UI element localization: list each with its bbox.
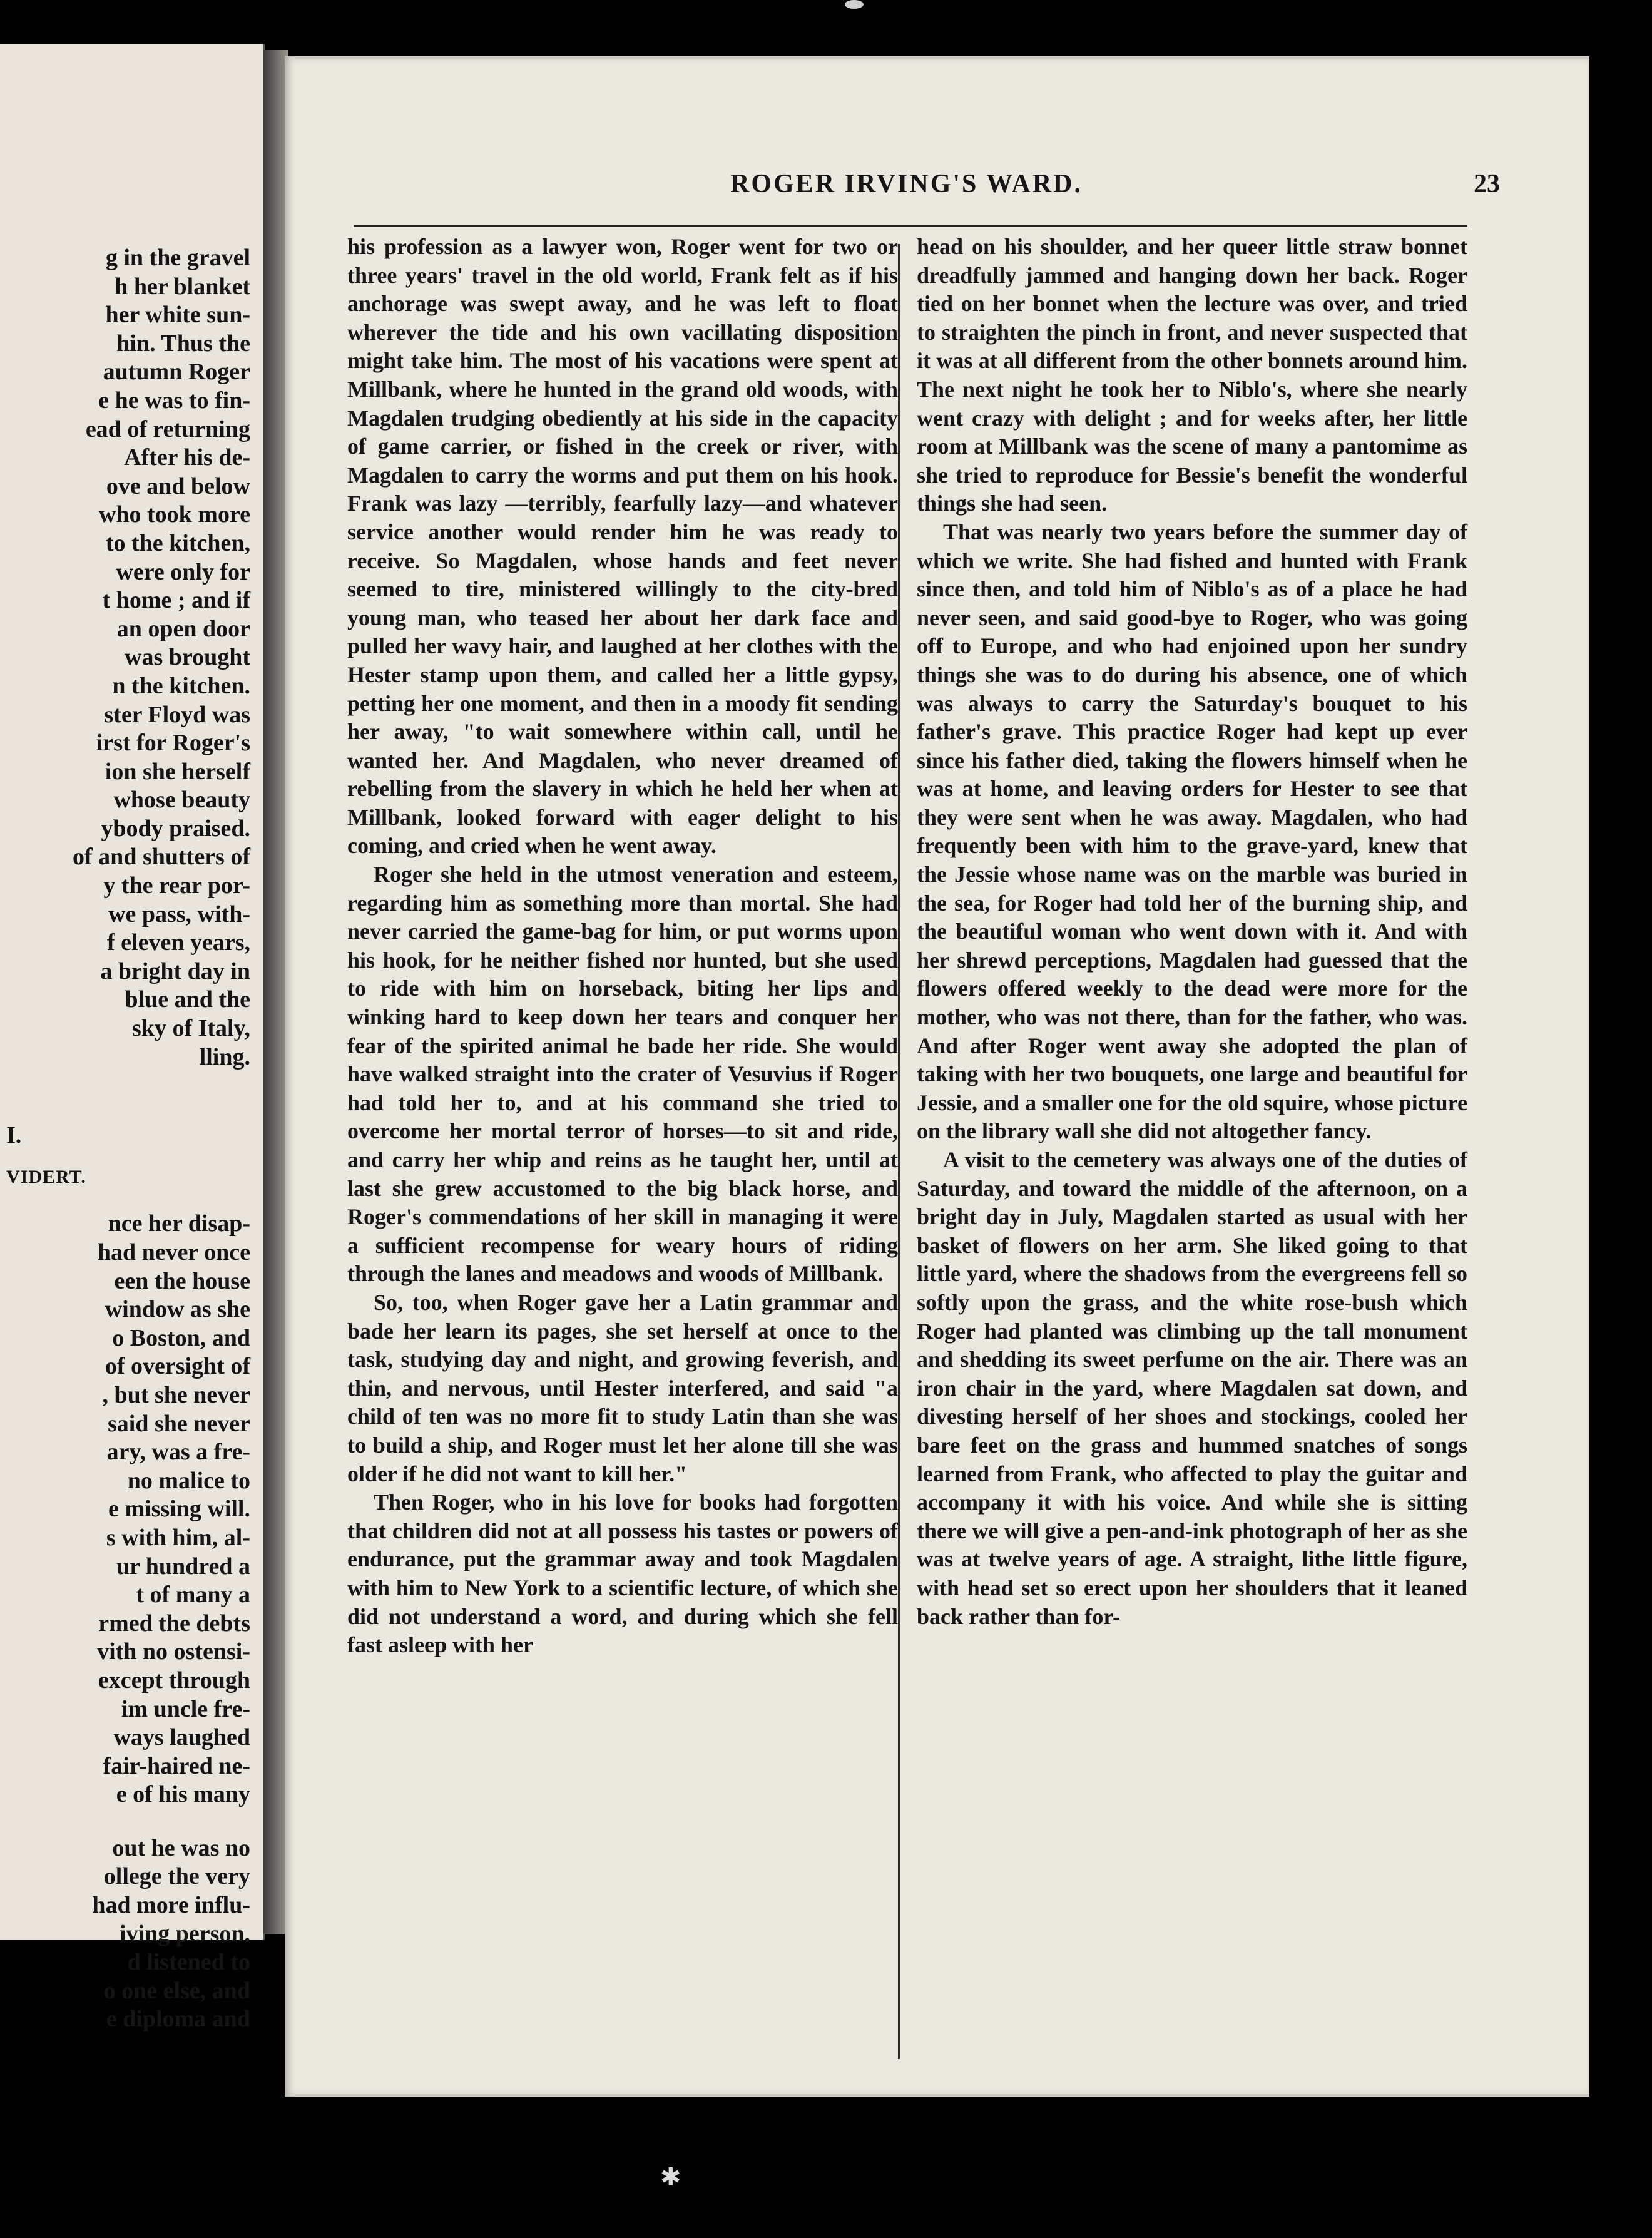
paragraph: So, too, when Roger gave her a Latin grammar and bade her learn its pages, she set herself at once to the task, studying day and night, and growing feverish, and thin, and nervous, until Hester interfered, and said "a child of ten was no more fit to study Latin than she was to build a ship, and Roger must let her alone till she was older if he did not want to kill her." [347,1289,898,1486]
facing-page-line: had more influ- [92,1892,250,1919]
facing-page-line: hin. Thus the [116,330,250,357]
page-speck [845,0,864,9]
ornament-mark: ✱ [660,2163,681,2191]
facing-page-line: of and shutters of [73,844,250,871]
facing-page-text [0,244,250,2034]
facing-page-line: had never once [97,1239,250,1265]
facing-page-fragment [0,44,265,2033]
facing-page-line: After his de- [124,444,250,471]
facing-page-line: window as she [105,1296,250,1323]
facing-page-line: out he was no [112,1834,250,1861]
page-number: 23 [1474,170,1500,198]
facing-page-line: VIDERT. [6,1166,86,1187]
facing-page-line: e of his many [116,1781,250,1808]
facing-page-line: vith no ostensi- [97,1638,250,1665]
facing-page-line: lling. [199,1043,250,1070]
facing-page-line: ur hundred a [116,1553,250,1580]
book-page [285,56,1589,2097]
paragraph: That was nearly two years before the summer day of which we write. She had fished and hunted with Frank since then, and told him of Niblo's as of a place he had never seen, and said good-bye to Roger, who was going off to Europe, and who had enjoined upon her sundry things she was to do during his absence, one of which was always to carry the Saturday's bouquet to his father's grave. This practice Roger had kept up ever since his father died, taking the flowers himself when he was at home, and leaving orders for Hester to see that they were sent when he was away. Magdalen, who had frequently been with him to the grave-yard, knew that the Jessie whose name was on the marble was buried in the sea, for Roger had told her of the burning ship, and the beautiful woman who went down with it. And with her shrewd perceptions, Magdalen had guessed that the flowers offered weekly to the dead were more for the mother, who was not there, than for the father, who was. And after Roger went away she adopted the plan of taking with her two bouquets, one large and beautiful for Jessie, and a smaller one for the old squire, whose picture on the library wall she did not altogether fancy. [917,519,1467,1144]
facing-page-line: her white sun- [105,302,250,329]
facing-page-line: irst for Roger's [96,730,250,757]
facing-page-line: who took more [98,501,250,528]
facing-page-line: were only for [116,558,250,585]
facing-page-line: except through [98,1667,250,1694]
facing-page-line: ybody praised. [101,815,250,842]
facing-page-line: h her blanket [115,273,250,300]
facing-page-line: we pass, with- [108,901,250,927]
facing-page-line: nce her disap- [108,1210,250,1237]
facing-page-line: een the house [114,1267,250,1294]
facing-page-line: o Boston, and [112,1324,250,1351]
facing-page-line: a bright day in [100,958,250,984]
facing-page-line: blue and the [125,986,250,1013]
facing-page-line: d listened to [127,1949,250,1976]
facing-page-line: sky of Italy, [132,1015,250,1042]
header-rule [354,225,1467,227]
facing-page-line: o one else, and [103,1977,250,2004]
facing-page-line: t of many a [136,1581,250,1608]
facing-page-line: e missing will. [108,1496,250,1523]
paragraph: Roger she held in the utmost veneration and esteem, regarding him as something more than mortal. She had never carried the game-bag for him, or put worms upon his hook, for he neither fished nor hunted, but she used to ride with him on horseback, biting her lips and winking hard to keep down her tears and conquer her fear of the spirited animal he bade her ride. She would have walked straight into the crater of Vesuvius if Roger had told her to, and at his command she tried to overcome her mortal terror of horses—to sit and ride, and carry her whip and reins as he taught her, until at last she grew accustomed to the big black horse, and Roger's commendations of her skill in managing it were a sufficient recompense for weary hours of riding through the lanes and meadows and woods of Millbank. [347,862,898,1287]
text-column-right [917,233,1467,1631]
facing-page-line: of oversight of [105,1353,250,1380]
paragraph: head on his shoulder, and her queer little straw bonnet dreadfully jammed and hanging down her back. Roger tied on her bonnet when the lecture was over, and tried to straighten the pinch in front, and never suspected that it was at all different from the other bonnets around him. The next night he took her to Niblo's, where she nearly went crazy with delight ; and for weeks after, her little room at Millbank was the scene of many a pantomime as she tried to reproduce for Bessie's benefit the wonderful things she had seen. [917,234,1467,516]
facing-page-line: said she never [108,1410,250,1437]
book-gutter [263,50,288,1934]
facing-page-line: f eleven years, [107,929,250,956]
facing-page-line: s with him, al- [106,1524,250,1551]
facing-page-line: an open door [116,615,250,642]
column-divider [898,244,900,2059]
running-title: ROGER IRVING'S WARD. [730,170,1083,198]
facing-page-line: y the rear por- [103,872,250,899]
facing-page-line: I. [6,1122,22,1149]
facing-page-line: to the kitchen, [105,529,250,556]
facing-page-line: e he was to fin- [98,387,250,414]
facing-page-line: iving person. [119,1920,250,1947]
facing-page-line: ways laughed [113,1724,250,1751]
facing-page-line: whose beauty [113,787,250,814]
paragraph: his profession as a lawyer won, Roger went for two or three years' travel in the old world, Frank felt as if his anchorage was swept away, and he was left to float wherever the tide and his own vacillating disposition might take him. The most of his vacations were spent at Millbank, where he hunted in the grand old woods, with Magdalen trudging obediently at his side in the capacity of game carrier, or fished in the creek or river, with Magdalen to carry the worms and put them on his hook. Frank was lazy —terribly, fearfully lazy—and whatever service another would render him he was ready to receive. So Magdalen, whose hands and feet never seemed to tire, ministered willingly to the city-bred young man, who teased her about her dark face and pulled her wavy hair, and laughed at her clothes with the Hester stamp upon them, and called her a little gypsy, petting her one moment, and then in a moody fit sending her away, "to wait somewhere within call, until he wanted her. And Magdalen, who never dreamed of rebelling from the slavery in which he held her when at Millbank, looked forward with eager delight to his coming, and cried when he went away. [347,234,898,859]
facing-page-line: g in the gravel [105,245,250,271]
facing-page-line: ion she herself [105,758,250,785]
facing-page-line: ead of returning [85,416,250,442]
facing-page-line: rmed the debts [98,1610,250,1637]
facing-page-line: ary, was a fre- [106,1439,250,1466]
facing-page-line: e diploma and [106,2006,250,2033]
text-column-left [347,233,898,1660]
facing-page-line: t home ; and if [102,587,250,614]
facing-page-line: , but she never [102,1381,250,1408]
facing-page-line: was brought [125,644,250,671]
facing-page-line: fair-haired ne- [103,1752,250,1779]
facing-page-line: ollege the very [103,1863,250,1890]
facing-page-line: autumn Roger [103,359,250,386]
paragraph: A visit to the cemetery was always one of the duties of Saturday, and toward the middle of the afternoon, on a bright day in July, Magdalen started as usual with her basket of flowers on her arm. She liked going to that little yard, where the shadows from the evergreens fell so softly upon the grass, and the white rose-bush which Roger had planted was climbing up the tall monument and shedding its sweet perfume on the air. There was an iron chair in the yard, where Magdalen sat down, and divesting herself of her shoes and stockings, cooled her bare feet on the grass and hummed snatches of songs learned from Frank, who affected to play the guitar and accompany it with his voice. And while she is sitting there we will give a pen-and-ink photograph of her as she was at twelve years of age. A straight, lithe little figure, with head set so erect upon her shoulders that it leaned back rather than for- [917,1147,1467,1629]
facing-page-line: no malice to [127,1467,250,1494]
facing-page-line: n the kitchen. [112,672,250,699]
facing-page-line: ove and below [106,473,250,499]
paragraph: Then Roger, who in his love for books had forgotten that children did not at all possess his tastes or powers of endurance, put the grammar away and took Magdalen with him to New York to a scientific lecture, of which she did not understand a word, and during which she fell fast asleep with her [347,1489,898,1658]
facing-page-line: ster Floyd was [104,701,250,728]
facing-page-line: im uncle fre- [121,1695,250,1722]
